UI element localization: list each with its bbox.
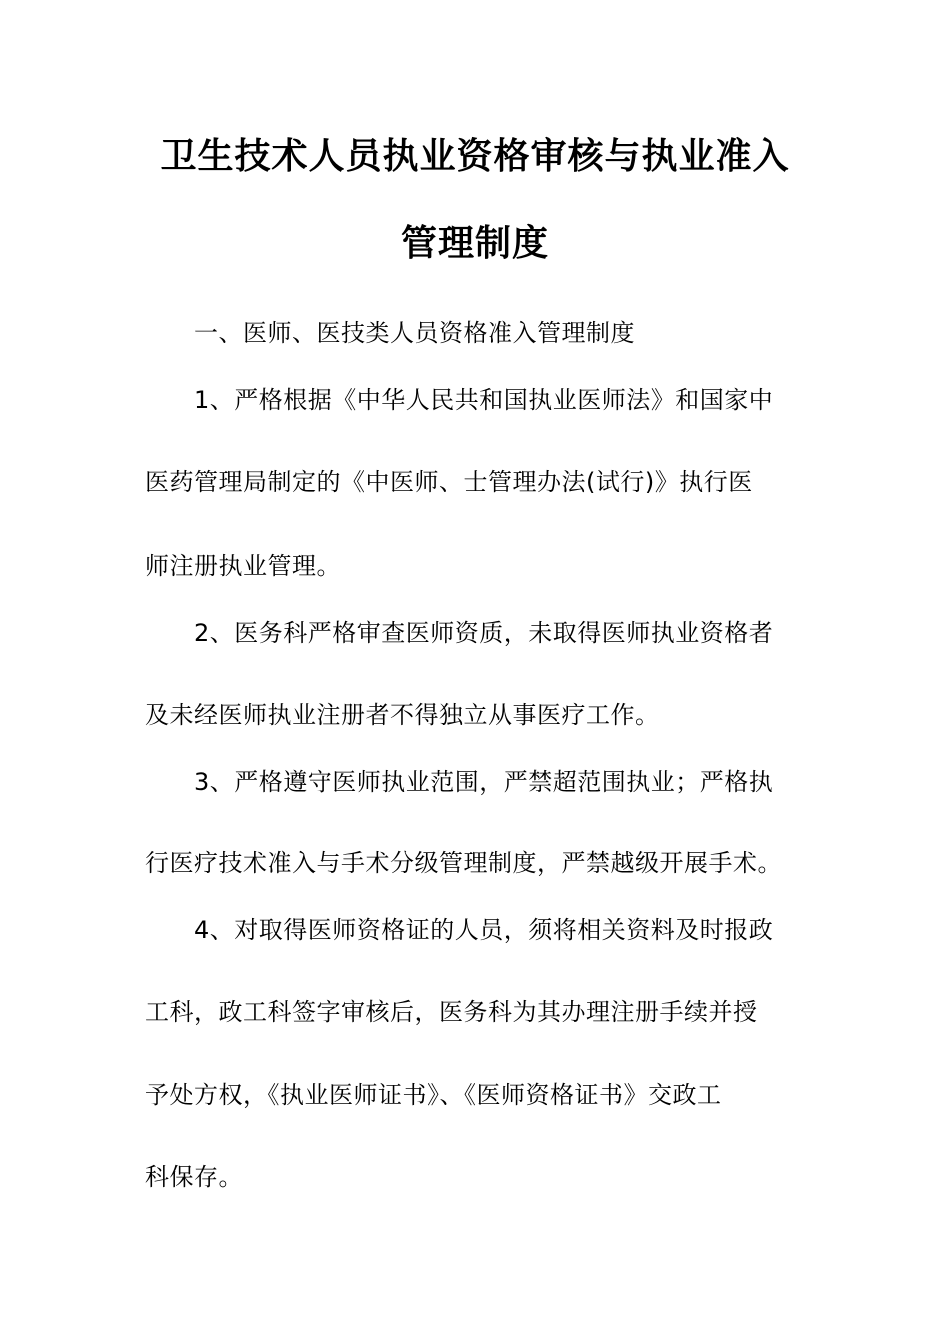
paragraph-4-line-4: 科保存。 [145,1163,243,1191]
paragraph-1-line-2: 医药管理局制定的《中医师、士管理办法(试行)》执行医 [145,468,753,496]
paragraph-3-line-1: 3、严格遵守医师执业范围，严禁超范围执业；严格执 [194,768,774,796]
paragraph-4-line-3: 予处方权，《执业医师证书》、《医师资格证书》交政工 [145,1081,722,1109]
paragraph-2-line-2: 及未经医师执业注册者不得独立从事医疗工作。 [145,701,660,729]
paragraph-1-line-3: 师注册执业管理。 [145,552,341,580]
paragraph-4-line-2: 工科，政工科签字审核后，医务科为其办理注册手续并授 [145,998,758,1026]
document-title-line-2: 管理制度 [400,222,549,264]
paragraph-2-line-1: 2、医务科严格审查医师资质，未取得医师执业资格者 [194,619,774,647]
paragraph-4-line-1: 4、对取得医师资格证的人员，须将相关资料及时报政 [194,916,774,944]
document-title-line-1: 卫生技术人员执业资格审核与执业准入 [160,135,790,177]
section-heading: 一、医师、医技类人员资格准入管理制度 [194,319,635,347]
paragraph-3-line-2: 行医疗技术准入与手术分级管理制度，严禁越级开展手术。 [145,849,782,877]
paragraph-1-line-1: 1、严格根据《中华人民共和国执业医师法》和国家中 [194,386,774,414]
